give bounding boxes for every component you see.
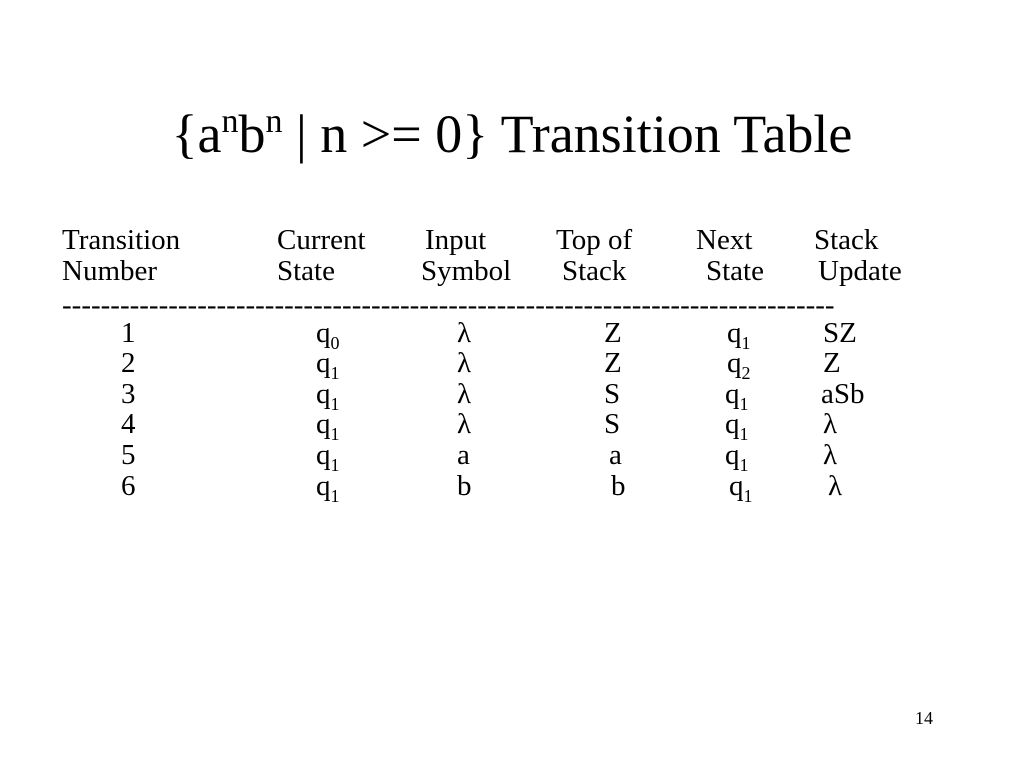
row-3-stack-update: aSb [821,378,865,410]
header-input-line2: Symbol [421,255,512,287]
row-1-number: 1 [121,317,136,349]
header-next-line1: Next [696,224,753,256]
row-4-top-of-stack: S [604,408,621,440]
row-6-number: 6 [121,470,136,502]
header-transition-line1: Transition [62,224,181,256]
row-4-number: 4 [121,408,136,440]
row-6-top-of-stack: b [611,470,626,502]
row-2-input-symbol: λ [457,347,472,379]
header-current-line1: Current [277,224,366,256]
row-2-stack-update: Z [823,347,841,379]
header-transition-line2: Number [62,255,158,287]
row-3-current-state: $q_1$ [316,378,340,414]
row-3-top-of-stack: S [604,378,621,410]
row-5-next-state: $q_1$ [725,439,749,475]
row-1-next-state: $q_1$ [727,317,751,353]
header-next-line2: State [706,255,764,287]
row-4-current-state: $q_1$ [316,408,340,444]
row-5-current-state: $q_1$ [316,439,340,475]
row-2-top-of-stack: Z [604,347,622,379]
header-current-line2: State [277,255,335,287]
header-top-line2: Stack [562,255,627,287]
row-3-input-symbol: λ [457,378,472,410]
title-prefix: {a [171,104,222,164]
header-update-line1: Stack [814,224,879,256]
row-4-next-state: $q_1$ [725,408,749,444]
row-5-input-symbol: a [457,439,470,471]
row-6-current-state: $q_1$ [316,470,340,506]
row-3-number: 3 [121,378,136,410]
row-5-top-of-stack: a [609,439,622,471]
slide-title [0,102,1024,174]
header-input-line1: Input [425,224,487,256]
title-superscript-n-2: n [265,103,283,140]
header-divider: -------------------------------------------------------------------------------- [62,289,835,321]
header-top-line1: Top of [556,224,633,256]
row-5-number: 5 [121,439,136,471]
row-1-input-symbol: λ [457,317,472,349]
header-update-line2: Update [818,255,902,287]
title-b: b [238,104,266,164]
page-number: 14 [915,708,933,728]
row-6-stack-update: λ [828,470,843,502]
row-4-input-symbol: λ [457,408,472,440]
row-6-input-symbol: b [457,470,472,502]
row-2-current-state: $q_1$ [316,347,340,383]
row-1-current-state: $q_0$ [316,317,340,353]
title-superscript-n-1: n [221,103,239,140]
row-2-number: 2 [121,347,136,379]
title-suffix: | n >= 0} Transition Table [282,104,853,164]
row-1-top-of-stack: Z [604,317,622,349]
row-6-next-state: $q_1$ [729,470,753,506]
row-1-stack-update: SZ [823,317,857,349]
row-5-stack-update: λ [823,439,838,471]
row-3-next-state: $q_1$ [725,378,749,414]
row-4-stack-update: λ [823,408,838,440]
row-2-next-state: $q_2$ [727,347,751,383]
